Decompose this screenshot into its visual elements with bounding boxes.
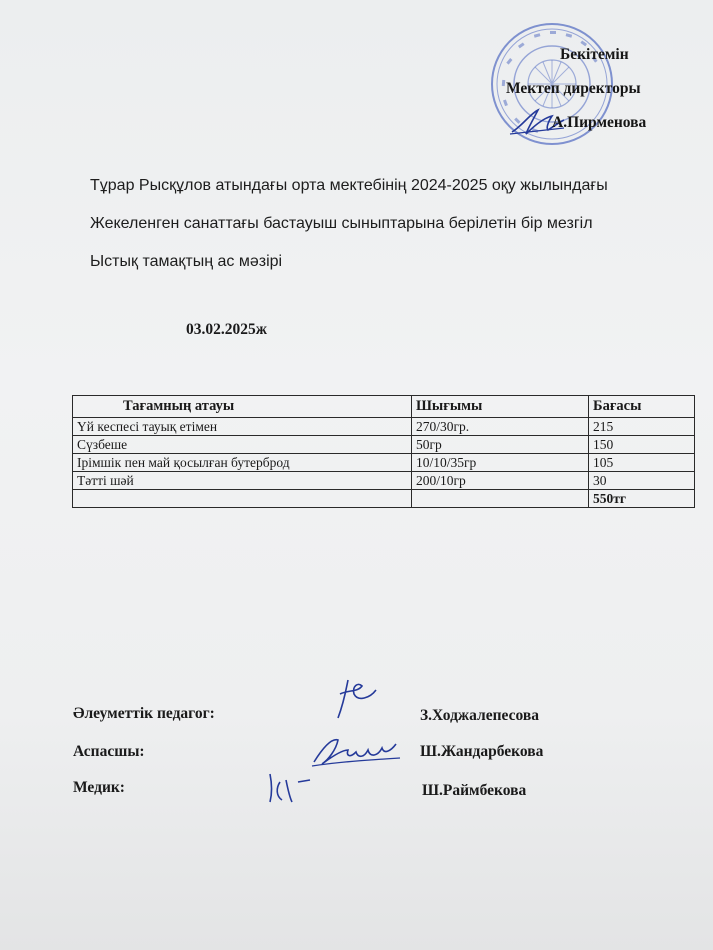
signature-medic-icon: [262, 768, 318, 808]
document-title-line-2: Жекеленген санаттағы бастауыш сыныптарына берілетін бір мезгіл: [90, 215, 593, 232]
table-total-row: [73, 490, 695, 508]
signatory-name-social-pedagogue: З.Ходжалепесова: [420, 707, 539, 724]
dish-price: 105: [589, 454, 695, 472]
dish-name: Сүзбеше: [73, 436, 412, 454]
table-row: [73, 454, 695, 472]
dish-price: 30: [589, 472, 695, 490]
signatory-name-cook: Ш.Жандарбекова: [420, 743, 544, 760]
signature-cook-icon: [308, 728, 408, 774]
approval-position: Мектеп директоры: [506, 80, 641, 97]
signatory-role-cook: Аспасшы:: [73, 743, 145, 760]
column-header-dish: Тағамның атауы: [73, 396, 412, 418]
signatory-role-social-pedagogue: Әлеуметтік педагог:: [73, 705, 215, 722]
signatory-name-medic: Ш.Раймбекова: [422, 782, 527, 799]
signatory-role-medic: Медик:: [73, 779, 125, 796]
document-title-line-3: Ыстық тамақтың ас мәзірі: [90, 253, 283, 270]
table-row: [73, 472, 695, 490]
column-header-yield: Шығымы: [412, 396, 589, 418]
menu-table: [72, 395, 695, 508]
dish-name: Үй кеспесі тауық етімен: [73, 418, 412, 436]
dish-yield: 50гр: [412, 436, 589, 454]
empty-cell: [412, 490, 589, 508]
column-header-price: Бағасы: [589, 396, 695, 418]
table-header-row: [73, 396, 695, 418]
table-row: [73, 418, 695, 436]
dish-yield: 270/30гр.: [412, 418, 589, 436]
table-row: [73, 436, 695, 454]
document-title-line-1: Тұрар Рысқұлов атындағы орта мектебінің 2024-2025 оқу жылындағы: [90, 177, 608, 194]
signature-social-pedagogue-icon: [318, 672, 390, 728]
approval-title: Бекітемін: [560, 46, 629, 63]
dish-name: Тәтті шәй: [73, 472, 412, 490]
total-price: 550тг: [589, 490, 695, 508]
dish-price: 215: [589, 418, 695, 436]
director-name: А.Пирменова: [552, 114, 647, 131]
empty-cell: [73, 490, 412, 508]
dish-yield: 200/10гр: [412, 472, 589, 490]
menu-date: 03.02.2025ж: [186, 321, 267, 338]
dish-name: Ірімшік пен май қосылған бутерброд: [73, 454, 412, 472]
dish-price: 150: [589, 436, 695, 454]
dish-yield: 10/10/35гр: [412, 454, 589, 472]
